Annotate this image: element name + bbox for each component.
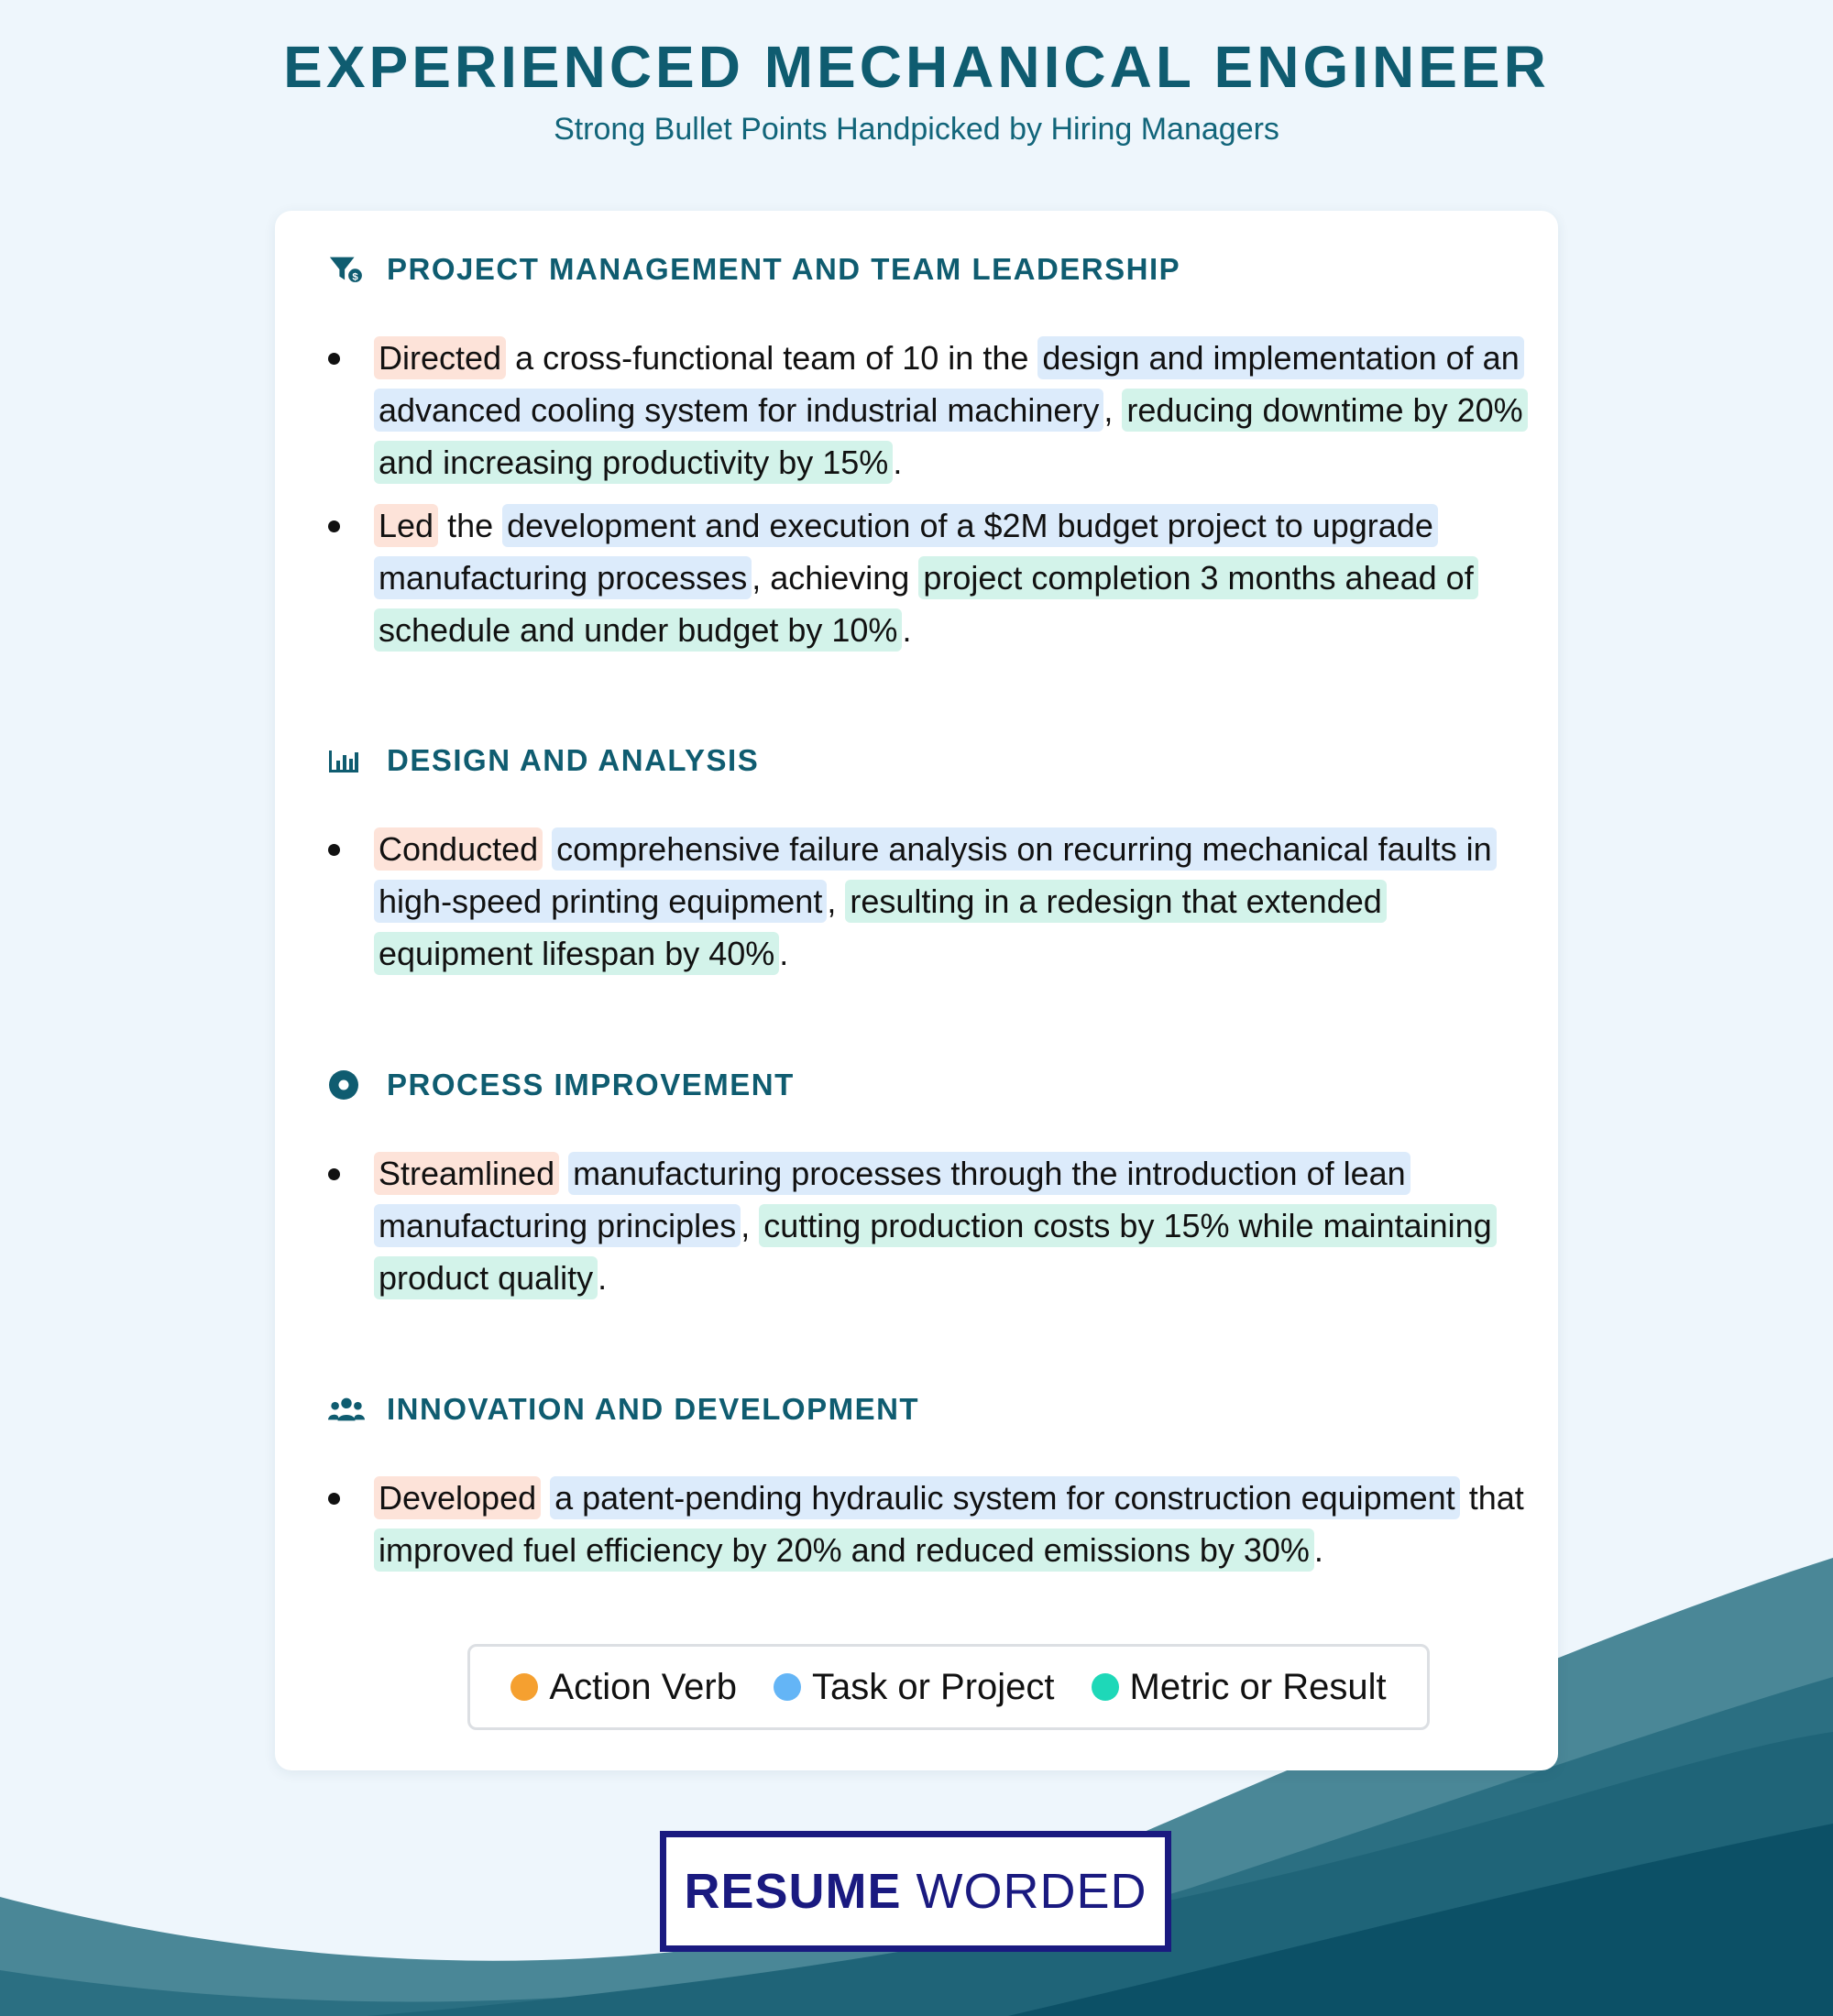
task-highlight: comprehensive failure analysis on recurring mechanical faults in high-speed printing equipment [374,827,1497,923]
plain-text: . [779,935,789,972]
legend-dot [774,1673,801,1701]
section-design-analysis [328,740,1529,991]
legend-dot [510,1673,538,1701]
bar-chart-icon [328,742,365,779]
section-header [328,1065,1529,1105]
circle-dot-icon [328,1067,365,1103]
action-verb: Conducted [374,827,543,871]
bullet-points-card [275,211,1558,1770]
logo-light-text: WORDED [916,1864,1147,1919]
legend-item-metric-or-result [1092,1667,1387,1708]
bullet-item [328,1472,1529,1576]
plain-text: . [1313,1531,1323,1569]
plain-text: , [1103,391,1123,429]
metric-highlight: improved fuel efficiency by 20% and reduced emissions by 30% [374,1528,1314,1572]
legend-label: Action Verb [549,1666,737,1707]
logo-bold-text: RESUME [684,1864,902,1919]
section-header [328,249,1529,290]
plain-text: , [741,1207,760,1244]
plain-text: that [1459,1479,1524,1517]
bullet-dot [328,353,340,365]
bullet-dot [328,520,340,532]
bullet-item [328,332,1529,488]
bullet-list [328,823,1529,980]
legend-dot [1092,1673,1119,1701]
plain-text: . [893,444,903,481]
section-title: DESIGN AND ANALYSIS [387,743,760,777]
bullet-list [328,1472,1529,1576]
action-verb: Led [374,504,438,547]
section-title: PROCESS IMPROVEMENT [387,1068,795,1101]
bullet-list [328,332,1529,656]
task-highlight: a patent-pending hydraulic system for construction equipment [550,1476,1460,1519]
metric-highlight: project completion 3 months ahead of schedule and under budget by 10% [374,556,1478,652]
plain-text: , [827,882,846,920]
users-icon [328,1391,365,1428]
legend-label: Task or Project [811,1666,1055,1707]
bullet-dot [328,1168,340,1180]
svg-text:$: $ [352,271,358,283]
resume-worded-logo [660,1831,1171,1952]
section-header [328,740,1529,781]
action-verb: Directed [374,336,506,379]
plain-text [543,830,552,868]
task-highlight: development and execution of a $2M budget project to upgrade manufacturing processes [374,504,1438,599]
bullet-list [328,1147,1529,1304]
metric-highlight: resulting in a redesign that extended equipment lifespan by 40% [374,880,1387,975]
plain-text: . [598,1259,608,1297]
plain-text [541,1479,550,1517]
task-highlight: manufacturing processes through the introduction of lean manufacturing principles [374,1152,1410,1247]
bullet-item [328,1147,1529,1304]
section-innovation-development [328,1389,1529,1587]
task-highlight: design and implementation of an advanced cooling system for industrial machinery [374,336,1524,432]
legend-item-task-or-project [774,1667,1055,1708]
plain-text: the [438,507,503,544]
action-verb: Streamlined [374,1152,559,1195]
section-header [328,1389,1529,1430]
page-title: EXPERIENCED MECHANICAL ENGINEER [283,34,1550,100]
bullet-dot [328,1493,340,1505]
plain-text: a cross-functional team of 10 in the [506,339,1038,377]
bullet-item [328,499,1529,656]
action-verb: Developed [374,1476,541,1519]
section-process-improvement [328,1065,1529,1315]
bullet-dot [328,844,340,856]
plain-text: , achieving [752,559,919,597]
metric-highlight: cutting production costs by 15% while maintaining product quality [374,1204,1497,1299]
legend-item-action-verb [510,1667,737,1708]
plain-text [559,1155,568,1192]
section-title: INNOVATION AND DEVELOPMENT [387,1392,920,1426]
section-title: PROJECT MANAGEMENT AND TEAM LEADERSHIP [387,252,1181,286]
funnel-dollar-icon [328,251,365,288]
metric-highlight: reducing downtime by 20% and increasing productivity by 15% [374,389,1528,484]
page-subtitle: Strong Bullet Points Handpicked by Hiring Managers [554,112,1279,147]
plain-text: . [902,611,912,649]
bullet-item [328,823,1529,980]
legend-label: Metric or Result [1129,1666,1387,1707]
section-project-management [328,249,1529,667]
legend [467,1644,1430,1730]
